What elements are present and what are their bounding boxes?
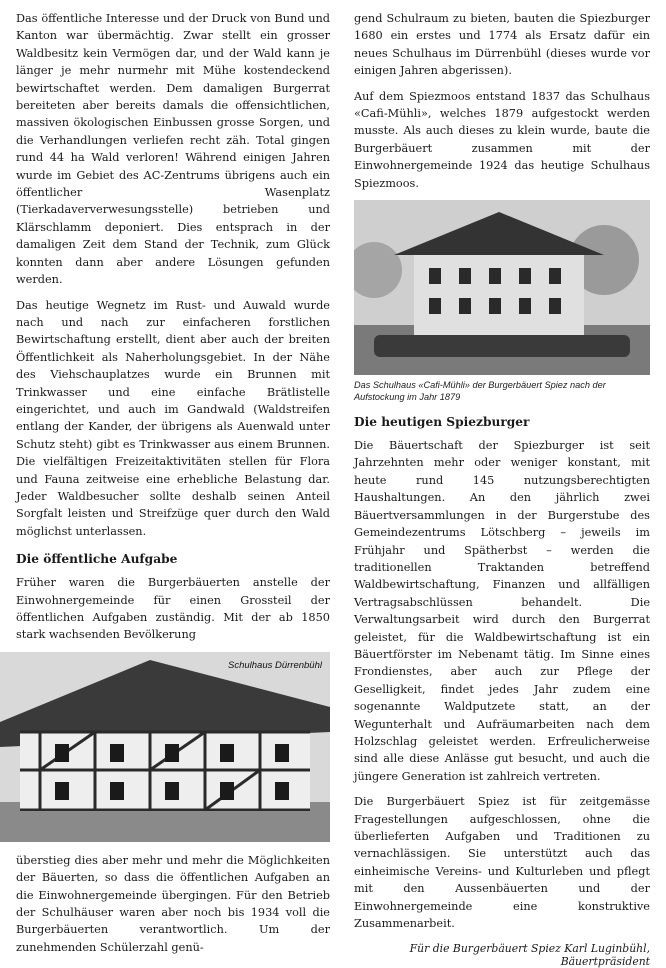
paragraph-7: Die Bäuertschaft der Spiezburger ist seit Jahrzehnten mehr oder weniger konstant, mit heute rund 145 nutzungsberechtigten Haushaltungen. An den jährlich zwei Bäuertversammlungen in der Burgerstube des Gemeindezentrums Lötschberg – jeweils im Frühjahr und Spätherbst – werden die traditionellen Traktanden betreffend Waldbewirtschaftung, Finanzen und allfälligen Vertragsabschlüssen behandelt. Die Verwaltungsarbeit wird durch den Burgerrat geleistet, für die Waldbewirtschaftung ist ein Bäuertförster im Nebenamt tätig. Im Sinne eines Frondienstes, aber auch zur Pflege der Geselligkeit, findet jedes Jahr zudem eine sogenannte Waldputzete statt, an der Wegunterhalt und Aufräumarbeiten nach dem Holzschlag geleistet werden. Erfreulicherweise sind alle diese Anlässe gut besucht, und auch die jüngere Generation ist zahlreich vertreten. [354,439,650,783]
section-heading-public-task: Die öffentliche Aufgabe [16,552,178,567]
photo-label: Schulhaus Dürrenbühl [227,659,322,671]
half-timbered-house-illustration [0,652,330,842]
photo-caption: Das Schulhaus «Cafi-Mühli» der Burgerbäuert Spiez nach der Aufstockung im Jahr 1879 [354,380,606,403]
paragraph-1: Das öffentliche Interesse und der Druck von Bund und Kanton war übermächtig. Zwar stellt ein grosser Waldbesitz kein Vermögen dar, und der Wald kann je länger je mehr nurmehr mit Mühe kostendeckend bewirtschaftet werden. Dem damaligen Burgerrat bereiteten aber bereits damals die offensichtlichen, massiven ökologischen Einbussen grosse Sorgen, und die Verhandlungen verliefen recht zäh. Total gingen rund 44 ha Wald verloren! Während einigen Jahren wurde im Gebiet des AC-Zentrums übrigens auch ein öffentlicher Wasenplatz (Tierkadaververwesungsstelle) betrieben und Klärschlamm deponiert. Dies entsprach in der damaligen Zeit dem Stand der Technik, zum Glück konnten dann aber andere Lösungen gefunden werden. [16,12,330,287]
photo-schulhaus-cafi-muehli [354,200,650,375]
left-column [16,10,330,964]
paragraph-4: überstieg dies aber mehr und mehr die Möglichkeiten der Bäuerten, so dass die öffentlichen Aufgaben an die Einwohnergemeinde übergingen. Für den Betrieb der Schulhäuser waren aber noch bis 1934 voll die Burgerbäuerten verantwortlich. Um der zunehmenden Schülerzahl genü- [16,853,330,954]
paragraph-3: Früher waren die Burgerbäuerten anstelle der Einwohnergemeinde für einen Grossteil der öffentlichen Aufgaben zuständig. Mit der ab 1850 stark wachsenden Bevölkerung [16,576,330,642]
signature: Für die Burgerbäuert Spiez Karl Luginbühl, Bäuertpräsident [409,942,650,968]
right-column [354,10,650,968]
section-heading-spiezburger: Die heutigen Spiezburger [354,415,530,430]
paragraph-2: Das heutige Wegnetz im Rust- und Auwald wurde nach und nach zur einfacheren forstlichen Bewirtschaftung erstellt, dient aber auch der breiten Öffentlichkeit als Naherholungsgebiet. In der Nähe des Viehschauplatzes wurde ein Brunnen mit Trinkwasser und eine einfache Brätlistelle eingerichtet, und auch im Gandwald (Waldstreifen entlang der Kander, der übrigens als Auenwald unter Schutz steht) gibt es Trinkwasser aus einem Brunnen. Die vielfältigen Freizeitaktivitäten stellen für Flora und Fauna zeitweise eine erhebliche Belastung dar. Jeder Waldbesucher sollte deshalb seinen Anteil Sorgfalt leisten und Streifzüge quer durch den Wald möglichst unterlassen. [16,298,330,538]
paragraph-8: Die Burgerbäuert Spiez ist für zeitgemässe Fragestellungen aufgeschlossen, ohne die überlieferten Aufgaben und Traditionen zu vernachlässigen. Sie unterstützt auch das einheimische Vereins- und Kulturleben und pflegt mit den Aussenbäuerten und der Einwohnergemeinde eine konstruktive Zusammenarbeit. [354,795,650,931]
paragraph-6: Auf dem Spiezmoos entstand 1837 das Schulhaus «Cafi-Mühli», welches 1879 aufgestockt werden musste. Als auch dieses zu klein wurde, baute die Burgerbäuert zusammen mit der Einwohnergemeinde 1924 das heutige Schulhaus Spiezmoos. [354,89,650,190]
paragraph-5: gend Schulraum zu bieten, bauten die Spiezburger 1680 ein erstes und 1774 als Ersatz dafür ein neues Schulhaus im Dürrenbühl (dieses wurde vor einigen Jahren abgerissen). [354,12,650,78]
photo-schulhaus-duerrenbuehl [0,652,330,842]
school-house-illustration [354,200,650,375]
